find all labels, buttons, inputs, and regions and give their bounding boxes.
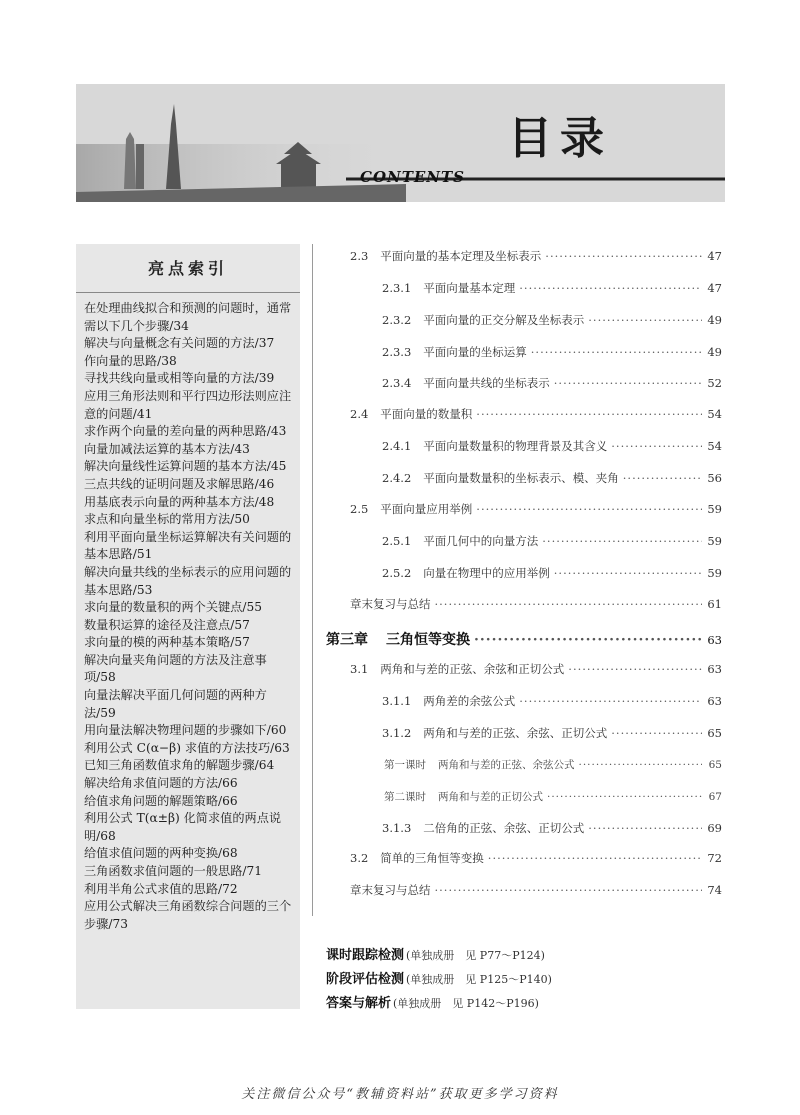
toc-leader-dots — [579, 759, 703, 771]
highlight-index-item[interactable]: 利用公式 T(α±β) 化简求值的两点说明/68 — [84, 811, 282, 843]
toc-leader-dots — [554, 376, 702, 390]
extra-material-title: 答案与解析 — [326, 996, 392, 1011]
toc-entry-title: 三角恒等变换 — [386, 632, 470, 648]
toc-entry-number: 第三章 — [326, 632, 368, 648]
highlight-index-item[interactable]: 求向量的模的两种基本策略/57 — [84, 635, 250, 650]
highlight-index-item[interactable]: 应用公式解决三角函数综合问题的三个步骤/73 — [84, 899, 292, 931]
extra-material-item[interactable] — [326, 944, 545, 963]
toc-entry[interactable] — [382, 693, 722, 709]
toc-entry-page: 74 — [707, 883, 722, 897]
highlight-index-item[interactable]: 用向量法解决物理问题的步骤如下/60 — [84, 723, 287, 738]
toc-entry[interactable] — [384, 789, 722, 804]
toc-entry-page: 72 — [707, 851, 722, 865]
highlight-index-item[interactable]: 给值求角问题的解题策略/66 — [84, 793, 238, 808]
page-title: 目录 — [508, 113, 612, 164]
toc-entry-title: 平面向量数量积的坐标表示、模、夹角 — [423, 471, 619, 485]
toc-leader-dots — [588, 821, 702, 835]
extra-material-title: 课时跟踪检测 — [326, 948, 405, 963]
toc-leader-dots — [547, 791, 702, 803]
toc-entry-page: 59 — [707, 534, 722, 548]
highlight-index-item[interactable]: 寻找共线向量或相等向量的方法/39 — [84, 371, 275, 386]
highlight-index-item[interactable]: 向量法解决平面几何问题的两种方法/59 — [84, 688, 267, 720]
toc-entry-page: 65 — [707, 726, 722, 740]
toc-entry-title: 平面向量数量积的物理背景及其含义 — [423, 439, 608, 453]
toc-entry-number: 2.4.2 — [382, 471, 412, 485]
statue-icon — [124, 132, 136, 189]
highlight-index-item[interactable]: 解决给角求值问题的方法/66 — [84, 776, 238, 791]
toc-entry-title: 两角和与差的正弦、余弦、正切公式 — [423, 726, 608, 740]
toc-entry-title: 平面向量应用举例 — [380, 502, 473, 516]
toc-entry-page: 47 — [707, 249, 722, 263]
toc-entry[interactable] — [382, 533, 722, 549]
highlight-index-item[interactable]: 已知三角函数值求角的解题步骤/64 — [84, 758, 275, 773]
toc-entry-number: 2.5 — [350, 502, 369, 516]
highlight-index-item[interactable]: 解决向量共线的坐标表示的应用问题的基本思路/53 — [84, 564, 292, 597]
toc-entry[interactable] — [382, 344, 722, 360]
highlight-index-item[interactable]: 应用三角形法则和平行四边形法则应注意的问题/41 — [84, 388, 292, 421]
extra-material-note: (单独成册 见 P77～P124) — [406, 949, 545, 962]
toc-entry-number: 2.3.2 — [382, 313, 412, 327]
extra-material-item[interactable] — [326, 968, 552, 987]
highlight-index-heading: 亮点索引 — [147, 259, 228, 278]
toc-entry-number: 2.3.4 — [382, 376, 412, 390]
toc-entry-page: 61 — [707, 597, 722, 611]
toc-entry-number: 3.1 — [350, 662, 369, 676]
highlight-index-panel — [76, 244, 300, 1009]
toc-entry[interactable] — [382, 565, 722, 581]
toc-entry-number: 2.4.1 — [382, 439, 412, 453]
toc-entry-page: 67 — [708, 791, 722, 803]
toc-entry[interactable] — [382, 470, 722, 486]
toc-entry-title: 两角和与差的正切公式 — [438, 791, 543, 803]
highlight-index-item[interactable]: 解决与向量概念有关问题的方法/37 — [84, 336, 275, 351]
toc-entry[interactable] — [382, 820, 722, 836]
toc-leader-dots — [519, 281, 702, 295]
toc-entry-title: 平面向量的正交分解及坐标表示 — [423, 313, 585, 327]
toc-entry-title: 平面向量基本定理 — [423, 281, 516, 295]
tower-icon — [136, 144, 144, 189]
toc-entry-page: 54 — [707, 439, 722, 453]
highlight-index-item[interactable]: 数量积运算的途径及注意点/57 — [84, 617, 250, 632]
toc-entry-page: 65 — [708, 759, 722, 771]
highlight-index-item[interactable]: 作向量的思路/38 — [84, 353, 177, 368]
extra-material-note: (单独成册 见 P142～P196) — [393, 997, 539, 1010]
toc-entry-title: 简单的三角恒等变换 — [380, 851, 484, 865]
toc-entry-page: 52 — [707, 376, 722, 390]
toc-leader-dots — [545, 249, 702, 263]
toc-entry[interactable] — [350, 501, 722, 517]
toc-entry-number: 3.1.2 — [382, 726, 412, 740]
highlight-index-item[interactable]: 向量加减法运算的基本方法/43 — [84, 441, 250, 456]
highlight-index-item[interactable]: 解决向量线性运算问题的基本方法/45 — [84, 459, 287, 474]
toc-entry-number: 2.3 — [350, 249, 369, 263]
toc-entry[interactable] — [350, 882, 722, 898]
toc-entry-title: 向量在物理中的应用举例 — [423, 566, 550, 580]
highlight-index-item[interactable]: 三点共线的证明问题及求解思路/46 — [84, 476, 275, 491]
toc-entry-number: 2.3.3 — [382, 345, 412, 359]
highlight-index-item[interactable]: 解决向量夹角问题的方法及注意事项/58 — [84, 652, 267, 685]
toc-entry[interactable] — [350, 248, 722, 264]
toc-entry-number: 2.5.2 — [382, 566, 412, 580]
toc-leader-dots — [554, 566, 702, 580]
highlight-index-item[interactable]: 求作两个向量的差向量的两种思路/43 — [84, 424, 287, 439]
highlight-index-item[interactable]: 利用平面向量坐标运算解决有关问题的基本思路/51 — [84, 529, 292, 562]
toc-entry-number: 3.1.3 — [382, 821, 412, 835]
toc-leader-dots — [435, 597, 703, 611]
toc-entry-title: 章末复习与总结 — [350, 597, 431, 611]
toc-leader-dots — [474, 632, 702, 648]
toc-leader-dots — [476, 502, 702, 516]
toc-entry-number: 第一课时 — [384, 759, 426, 771]
highlight-index-item[interactable]: 利用半角公式求值的思路/72 — [84, 881, 238, 896]
toc-leader-dots — [488, 851, 702, 865]
toc-entry-title: 两角和与差的正弦、余弦和正切公式 — [380, 662, 565, 676]
toc-entry-title: 章末复习与总结 — [350, 883, 431, 897]
toc-entry[interactable] — [350, 596, 722, 612]
toc-entry-page: 63 — [707, 694, 722, 708]
toc-entry-number: 2.5.1 — [382, 534, 412, 548]
toc-leader-dots — [611, 439, 702, 453]
toc-entry-page: 54 — [707, 407, 722, 421]
toc-entry-title: 平面向量共线的坐标表示 — [423, 376, 550, 390]
toc-entry-page: 63 — [707, 633, 722, 647]
toc-entry-title: 平面向量的基本定理及坐标表示 — [380, 249, 542, 263]
toc-leader-dots — [519, 694, 702, 708]
toc-entry-title: 两角和与差的正弦、余弦公式 — [438, 759, 575, 771]
toc-leader-dots — [476, 407, 702, 421]
extra-material-item[interactable] — [326, 992, 539, 1011]
toc-leader-dots — [568, 662, 702, 676]
highlight-index-item[interactable]: 在处理曲线拟合和预测的问题时，通常需以下几个步骤/34 — [84, 301, 292, 333]
toc-entry-page: 49 — [707, 313, 722, 327]
contents-subtitle: CONTENTS — [360, 168, 466, 186]
toc-entry-title: 平面向量的坐标运算 — [423, 345, 527, 359]
toc-entry[interactable] — [382, 312, 722, 328]
toc-leader-dots — [531, 345, 702, 359]
toc-entry-number: 2.3.1 — [382, 281, 412, 295]
toc-entry-page: 59 — [707, 566, 722, 580]
toc-entry-title: 两角差的余弦公式 — [423, 694, 516, 708]
toc-entry-page: 59 — [707, 502, 722, 516]
column-divider — [312, 244, 313, 916]
toc-entry-page: 56 — [707, 471, 722, 485]
toc-entry-title: 二倍角的正弦、余弦、正切公式 — [423, 821, 585, 835]
highlight-index-item[interactable]: 求向量的数量积的两个关键点/55 — [84, 600, 263, 615]
toc-entry-number: 第二课时 — [384, 791, 426, 803]
toc-leader-dots — [623, 471, 702, 485]
toc-entry[interactable] — [326, 629, 722, 649]
toc-entry[interactable] — [350, 850, 722, 866]
toc-entry-number: 2.4 — [350, 407, 369, 421]
extra-material-note: (单独成册 见 P125～P140) — [406, 973, 552, 986]
toc-entry-number: 3.1.1 — [382, 694, 412, 708]
extra-material-title: 阶段评估检测 — [326, 972, 405, 987]
toc-entry[interactable] — [382, 725, 722, 741]
toc-leader-dots — [611, 726, 702, 740]
toc-entry[interactable] — [350, 661, 722, 677]
toc-entry-number: 3.2 — [350, 851, 369, 865]
toc-entry[interactable] — [350, 406, 722, 422]
toc-leader-dots — [588, 313, 702, 327]
highlight-index-item[interactable]: 三角函数求值问题的一般思路/71 — [84, 864, 263, 878]
toc-leader-dots — [542, 534, 702, 548]
toc-entry[interactable] — [384, 757, 722, 772]
toc-entry[interactable] — [382, 438, 722, 454]
toc-entry-page: 63 — [707, 662, 722, 676]
toc-entry-title: 平面几何中的向量方法 — [423, 534, 539, 548]
toc-entry-title: 平面向量的数量积 — [380, 407, 473, 421]
toc-entry[interactable] — [382, 280, 722, 296]
highlight-index-item[interactable]: 求点和向量坐标的常用方法/50 — [84, 512, 250, 527]
highlight-index-item[interactable]: 用基底表示向量的两种基本方法/48 — [84, 494, 275, 509]
highlight-index-item[interactable]: 利用公式 C(α−β) 求值的方法技巧/63 — [84, 740, 290, 755]
toc-entry-page: 49 — [707, 345, 722, 359]
toc-leader-dots — [435, 883, 703, 897]
toc-entry-page: 47 — [707, 281, 722, 295]
footer-note: 关注微信公众号“教辅资料站”获取更多学习资料 — [241, 1087, 559, 1102]
highlight-index-item[interactable]: 给值求值问题的两种变换/68 — [84, 846, 238, 861]
header-banner — [76, 84, 725, 202]
toc-entry-page: 69 — [707, 821, 722, 835]
toc-entry[interactable] — [382, 375, 722, 391]
